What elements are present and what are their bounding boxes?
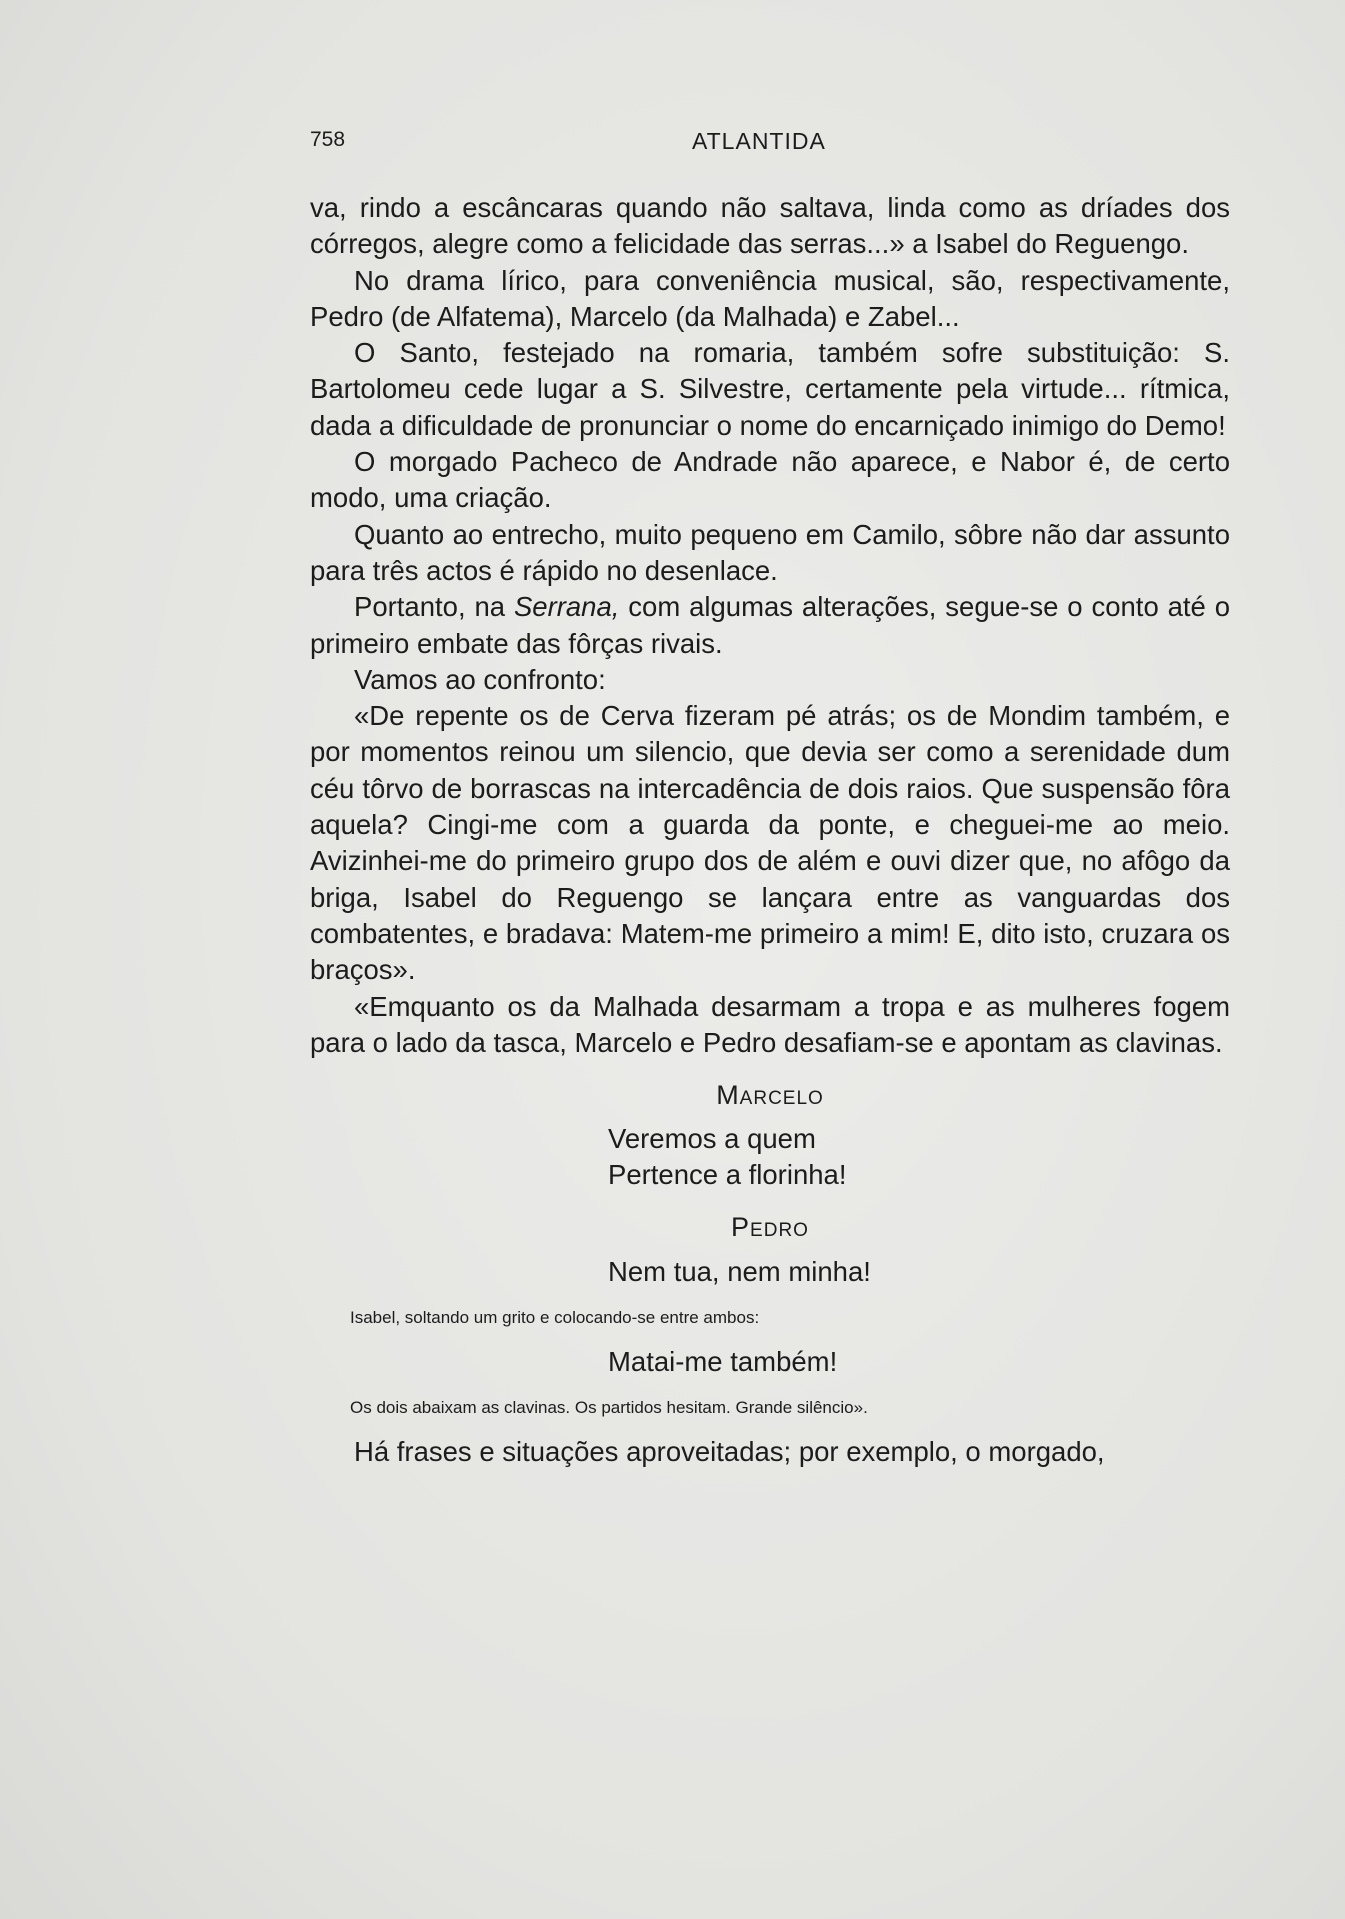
verse-line: Pertence a florinha!: [608, 1159, 847, 1191]
page-header: [310, 128, 1230, 162]
paragraph-continuation: va, rindo a escâncaras quando não saltava, linda como as dríades dos córregos, alegre como a felicidade das serras...» a Isabel do Reguengo.: [310, 192, 1230, 260]
verse-line: Veremos a quem: [608, 1123, 816, 1155]
paragraph-plot: Quanto ao entrecho, muito pequeno em Camilo, sôbre não dar assunto para três actos é rápido no desenlace.: [310, 518, 1230, 586]
paragraph-final: Há frases e situações aproveitadas; por exemplo, o morgado,: [354, 1435, 1105, 1467]
speaker-marcelo: Marcelo: [716, 1080, 824, 1111]
verse-line: Matai-me também!: [608, 1345, 838, 1377]
running-head: ATLANTIDA: [692, 128, 826, 154]
paragraph-lyric-drama: No drama lírico, para conveniência musical, são, respectivamente, Pedro (de Alfatema), Marcelo (da Malhada) e Zabel...: [310, 264, 1230, 332]
paragraph-serrana-start: Portanto, na: [354, 591, 514, 623]
paragraph-confronto: Vamos ao confronto:: [354, 663, 606, 695]
verse-line: Nem tua, nem minha!: [608, 1255, 871, 1287]
paragraph-saint: O Santo, festejado na romaria, também sofre substituição: S. Bartolomeu cede lugar a S. Silvestre, certamente pela virtude... rítmica, dada a dificuldade de pronunciar o nome do encarniçado inimigo do Demo!: [310, 337, 1230, 441]
verse-marcelo: [608, 1121, 1230, 1193]
page-body: [310, 190, 1230, 1470]
verse-pedro: [608, 1254, 1230, 1290]
stage-direction-isabel: Isabel, soltando um grito e colocando-se entre ambos:: [350, 1307, 760, 1327]
speaker-pedro: Pedro: [731, 1212, 809, 1243]
paragraph-serrana-end: com algumas alterações, segue-se o conto até o primeiro embate das fôrças rivais.: [310, 591, 1231, 659]
verse-isabel: [608, 1344, 1230, 1380]
work-title-serrana: Serrana,: [513, 591, 620, 623]
quote-camilo: «De repente os de Cerva fizeram pé atrás; os de Mondim também, e por momentos reinou um silencio, que devia ser como a serenidade dum céu tôrvo de borrascas na intercadência de dois raios. Que suspensão fôra aquela? Cingi-me com a guarda da ponte, e cheguei-me ao meio. Avizinhei-me do primeiro grupo dos de além e ouvi dizer que, no afôgo da briga, Isabel do Reguengo se lançara entre as vanguardas dos combatentes, e bradava: Matem-me primeiro a mim! E, dito isto, cruzara os braços».: [310, 700, 1230, 986]
quote-libretto-intro: «Emquanto os da Malhada desarmam a tropa e as mulheres fogem para o lado da tasca, Marcelo e Pedro desafiam-se e apontam as clavinas.: [310, 990, 1230, 1058]
paragraph-morgado: O morgado Pacheco de Andrade não aparece, e Nabor é, de certo modo, uma criação.: [310, 446, 1230, 514]
stage-direction-silence: Os dois abaixam as clavinas. Os partidos hesitam. Grande silêncio».: [350, 1397, 868, 1417]
page-number: 758: [310, 128, 346, 151]
paragraph-serrana: [310, 589, 1230, 662]
